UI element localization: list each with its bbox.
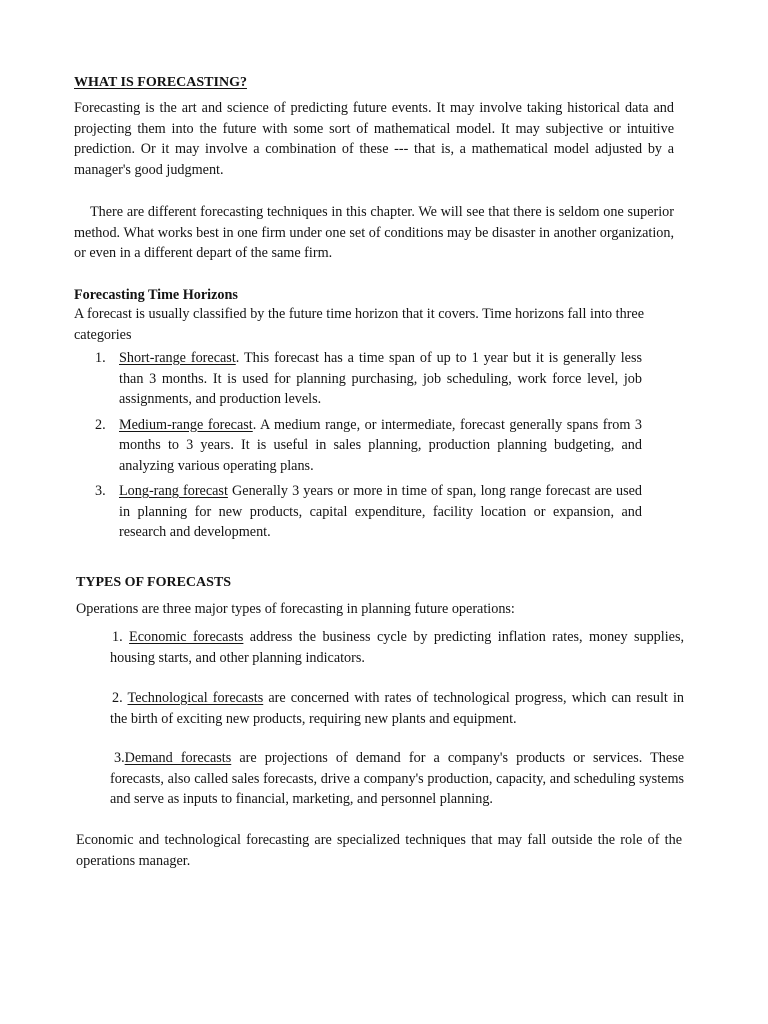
type-item-economic bbox=[110, 627, 684, 668]
list-item bbox=[95, 481, 642, 543]
list-number: 2. bbox=[95, 416, 106, 433]
term-description: . A medium range, or intermediate, forecast generally spans from 3 months to 3 years. It is useful in sales planning, production planning budgeting, and analyzing various operating plans. bbox=[119, 416, 642, 474]
paragraph-definition: Forecasting is the art and science of predicting future events. It may involve taking historical data and projecting them into the future with some sort of mathematical model. It may subjective or intuitive prediction. Or it may involve a combination of these --- that is, a mathematical model adjusted by a manager's good judgment. bbox=[74, 100, 674, 178]
paragraph-techniques: There are different forecasting techniques in this chapter. We will see that there is seldom one superior method. What works best in one firm under one set of conditions may be disaster in another organization, or even in a different depart of the same firm. bbox=[74, 204, 674, 261]
term-demand-forecasts: Demand forecasts bbox=[124, 750, 232, 766]
term-medium-range: Medium-range forecast bbox=[119, 416, 253, 433]
term-economic-forecasts: Economic forecasts bbox=[129, 629, 244, 645]
paragraph-horizons-intro: A forecast is usually classified by the future time horizon that it covers. Time horizons fall into three categories bbox=[74, 306, 644, 343]
term-description: . This forecast has a time span of up to 1 year but it is generally less than 3 months. It is used for planning purchasing, job scheduling, work force level, job assignments, and production levels. bbox=[119, 350, 642, 407]
section-heading-what-is-forecasting: WHAT IS FORECASTING? bbox=[74, 75, 247, 90]
list-item bbox=[95, 415, 642, 477]
list-number: 1. bbox=[112, 629, 123, 645]
section-heading-types-of-forecasts: TYPES OF FORECASTS bbox=[76, 575, 232, 590]
type-item-technological bbox=[110, 688, 684, 729]
term-description: are concerned with rates of technological progress, which can result in the birth of exciting new products, requiring new plants and equipment. bbox=[110, 690, 684, 727]
term-technological-forecasts: Technological forecasts bbox=[127, 690, 264, 706]
term-long-range: Long-rang forecast bbox=[119, 483, 228, 499]
term-description: Generally 3 years or more in time of span, long range forecast are used in planning for new products, capital expenditure, facility location or expansion, and research and development. bbox=[119, 483, 642, 540]
term-short-range: Short-range forecast bbox=[119, 350, 236, 366]
term-description: address the business cycle by predicting inflation rates, money supplies, housing starts, and other planning indicators. bbox=[110, 629, 685, 666]
type-item-demand bbox=[110, 748, 684, 810]
term-description: are projections of demand for a company's products or services. These forecasts, also called sales forecasts, drive a company's production, capacity, and scheduling systems and serve as inputs to financial, marketing, and personnel planning. bbox=[110, 750, 684, 807]
list-number: 1. bbox=[95, 350, 106, 366]
list-number: 3. bbox=[114, 750, 125, 766]
list-number: 2. bbox=[112, 690, 123, 706]
horizons-list bbox=[95, 348, 642, 548]
paragraph-closing: Economic and technological forecasting are specialized techniques that may fall outside the role of the operations manager. bbox=[76, 832, 682, 869]
list-item bbox=[95, 348, 642, 410]
paragraph-types-intro: Operations are three major types of forecasting in planning future operations: bbox=[76, 601, 515, 617]
list-number: 3. bbox=[95, 483, 106, 499]
subheading-time-horizons: Forecasting Time Horizons bbox=[74, 287, 238, 303]
